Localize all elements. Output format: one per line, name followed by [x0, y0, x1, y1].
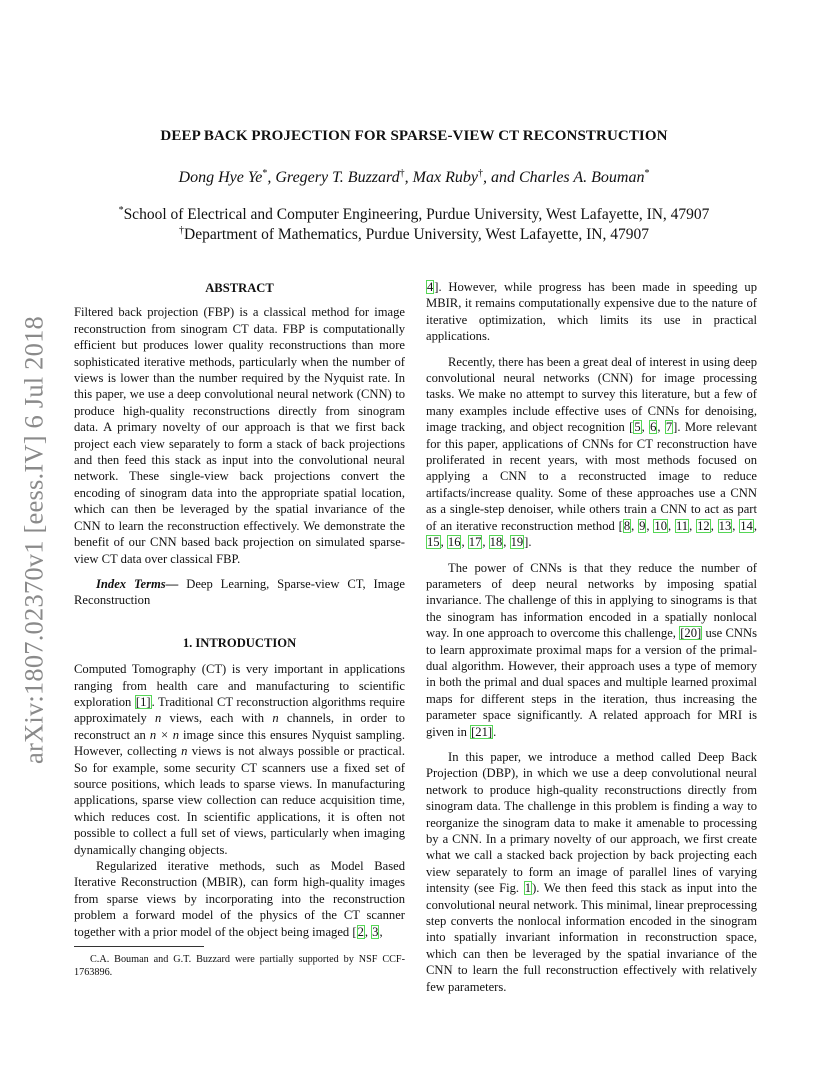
citation-link[interactable]: 15	[427, 535, 440, 550]
affiliation	[0, 206, 828, 224]
section-heading: 1. INTRODUCTION	[182, 635, 297, 650]
text-run: use CNNs to learn approximate proximal maps for a version of the primal-dual algorithm. However, their approach uses a type of memory in both the primal and dual spaces and multiple learned proximal maps for different steps in the iteration, thus increasing the parameter space significantly. A related approach for MRI is given in	[426, 626, 757, 739]
affiliation	[0, 226, 828, 244]
citation-link[interactable]: 3	[372, 924, 379, 939]
affiliation-text: Department of Mathematics, Purdue University, West Lafayette, IN, 47907	[184, 226, 649, 243]
citation-link[interactable]: [1]	[135, 694, 151, 709]
citation-link[interactable]: 16	[447, 535, 461, 550]
right-column	[426, 279, 757, 995]
text-run: .	[493, 724, 497, 739]
index-terms-label: Index Terms—	[96, 576, 179, 591]
citation-link[interactable]: 7	[665, 420, 673, 435]
abstract-heading: ABSTRACT	[205, 281, 274, 295]
math-variable: n	[272, 711, 279, 726]
citation-link[interactable]: 18	[489, 535, 503, 550]
citation-link[interactable]: 9	[639, 518, 646, 533]
author-mark: *	[644, 168, 650, 179]
citation-link[interactable]: 14	[740, 518, 753, 533]
math-expression: n × n	[149, 727, 180, 742]
citation-link[interactable]: [21]	[471, 724, 493, 739]
footnote: C.A. Bouman and G.T. Buzzard were partially supported by NSF CCF-1763896.	[74, 954, 405, 979]
citation-group: 8, 9, 10, 11, 12, 13, 14, 15, 16, 17, 18, 19	[427, 518, 757, 550]
index-terms-text: Deep Learning, Sparse-view CT, Image Reconstruction	[74, 576, 405, 608]
abstract-text: Filtered back projection (FBP) is a classical method for image reconstruction from sinogram CT data. FBP is computationally efficient but produces lower quality reconstructions than more sophisticated iterative methods, particularly when the number of views is lower than the number required by the Nyquist rate. In this paper, we use a deep convolutional neural network (CNN) to produce high-quality reconstructions directly from sinogram data. A primary novelty of our approach is that we first back project each view separately to form a stack of back projections and then feed this stack as input into the convolutional neural network. These single-view back projections convert the encoding of sinogram data into the appropriate spatial location, which can then be leveraged by the spatial invariance of the CNN to learn the reconstruction effectively. We demonstrate the benefit of our CNN based back projection on simulated sparse-view CT data over classical FBP.	[74, 305, 405, 566]
citation-link[interactable]: 8	[623, 518, 631, 533]
citation-link[interactable]: 10	[654, 518, 667, 533]
text-run: In this paper, we introduce a method called Deep Back Projection (DBP), in which we use a deep convolutional neural network to produce high-quality reconstructions directly from sinogram data. The challenge in this problem is finding a way to reorganize the sinogram data to make it amenable to processing by a CNN. In a primary novelty of our approach, we first create what we call a stacked back projection by back projecting each view separately to form an image of parallel lines of varying intensity (see Fig.	[426, 749, 757, 896]
footnote-rule	[74, 946, 204, 947]
citation-link[interactable]: [20]	[680, 626, 702, 641]
citation-link[interactable]: 17	[468, 535, 482, 550]
index-terms	[74, 576, 405, 609]
arxiv-identifier	[8, 300, 60, 780]
citation-link[interactable]: 4	[427, 280, 434, 294]
author-mark: †	[399, 168, 405, 179]
citation-link[interactable]: 11	[675, 518, 689, 533]
author-name: and Charles A. Bouman	[490, 169, 645, 186]
intro-paragraph: Regularized iterative methods, such as Model Based Iterative Reconstruction (MBIR), can form high-quality images from sparse views by incorporating into the reconstruction problem a forward model of the physics of the CT scanner together with a prior model of the object being imaged [2, 3,	[74, 859, 405, 939]
author-mark: †	[477, 168, 483, 179]
author-name: Gregery T. Buzzard	[275, 169, 400, 186]
author-mark: *	[262, 168, 268, 179]
text-run: ].	[524, 535, 532, 550]
author-name: Dong Hye Ye	[178, 169, 263, 186]
text-run: Computed Tomography (CT) is very important in applications ranging from health care and manufacturing to scientific exploration	[74, 662, 405, 709]
arxiv-identifier-text: arXiv:1807.02370v1 [eess.IV] 6 Jul 2018	[18, 316, 49, 764]
text-run: Recently, there has been a great deal of interest in using deep convolutional neural networks (CNN) for image processing tasks. We make no attempt to survey this literature, but a few of many examples include effective uses of CNNs for denoising, image tracking, and object recognition [	[426, 354, 757, 435]
text-run: views is not always possible or practical. So for example, some security CT scanners use a fixed set of source positions, which leads to sparse views. In manufacturing applications, sparse view collection can reduce acquisition time, which reduces cost. In scientific applications, it is often not possible to collect a full set of views, particularly when imaging dynamically changing objects.	[74, 744, 405, 857]
citation-link[interactable]: 12	[697, 518, 710, 533]
affiliation-mark: *	[118, 205, 124, 216]
text-run: ]. However, while progress has been made in speeding up MBIR, it remains computationally expensive due to the nature of iterative optimization, which limits its use in practical applications.	[426, 280, 757, 344]
text-run: Regularized iterative methods, such as Model Based Iterative Reconstruction (MBIR), can form high-quality images from sparse views by incorporating into the reconstruction problem a forward model of the physics of the CT scanner together with a prior model of the object being imaged [	[74, 859, 405, 939]
math-variable: n	[155, 711, 162, 726]
citation-link[interactable]: 19	[510, 535, 524, 550]
affiliation-mark: †	[179, 225, 185, 236]
text-run: views, each with	[161, 711, 273, 726]
text-run: ]. More relevant for this paper, applications of CNNs for CT reconstruction have proliferated in recent years, with most methods focused on applying a CNN to a reconstructed image to reduce artifacts/increase quality. Some of these approaches use a CNN as a single-step denoiser, while others train a CNN to act as part of an iterative reconstruction method [	[426, 420, 757, 533]
citation-link[interactable]: 13	[718, 518, 732, 533]
figure-link[interactable]: 1	[524, 881, 532, 896]
citation-link[interactable]: 5	[634, 420, 641, 435]
author-list: Dong Hye Ye*, Gregery T. Buzzard†, Max Ruby†, and Charles A. Bouman*	[178, 168, 650, 186]
text-run: . Traditional CT reconstruction algorithms require approximately	[74, 694, 405, 726]
paper-title: DEEP BACK PROJECTION FOR SPARSE-VIEW CT RECONSTRUCTION	[160, 128, 668, 144]
citation-link[interactable]: 2	[357, 924, 364, 939]
body-paragraph	[426, 354, 757, 551]
text-run: image since this ensures Nyquist sampling. However, collecting	[74, 727, 405, 759]
math-variable: n	[181, 744, 188, 759]
body-paragraph	[426, 279, 757, 345]
text-run: The power of CNNs is that they reduce the number of parameters of deep neural networks by imposing spatial invariance. The challenge of this in applying to sinograms is that the sinogram has information encoded in a spatially nonlocal way. In one approach to overcome this challenge,	[426, 560, 757, 641]
body-paragraph	[426, 749, 757, 995]
affiliation-text: School of Electrical and Computer Engineering, Purdue University, West Lafayette, IN, 47907	[123, 206, 710, 223]
text-run: ,	[379, 924, 383, 939]
intro-paragraph	[74, 661, 405, 858]
body-paragraph	[426, 560, 757, 740]
citation-group: 5, 6, 7	[634, 420, 673, 435]
text-run: ). We then feed this stack as input into the convolutional neural network. This minimal, linear preprocessing step converts the nonlocal information encoded in the sinogram into spatially invariant information in reconstruction space, which can then be leveraged by the spatial invariance of the CNN to learn the full reconstruction effectively with relatively few parameters.	[426, 881, 758, 994]
left-column	[74, 280, 405, 979]
citation-link[interactable]: 6	[650, 420, 657, 435]
author-name: Max Ruby	[412, 169, 478, 186]
text-run: channels, in order to reconstruct an	[74, 711, 405, 742]
